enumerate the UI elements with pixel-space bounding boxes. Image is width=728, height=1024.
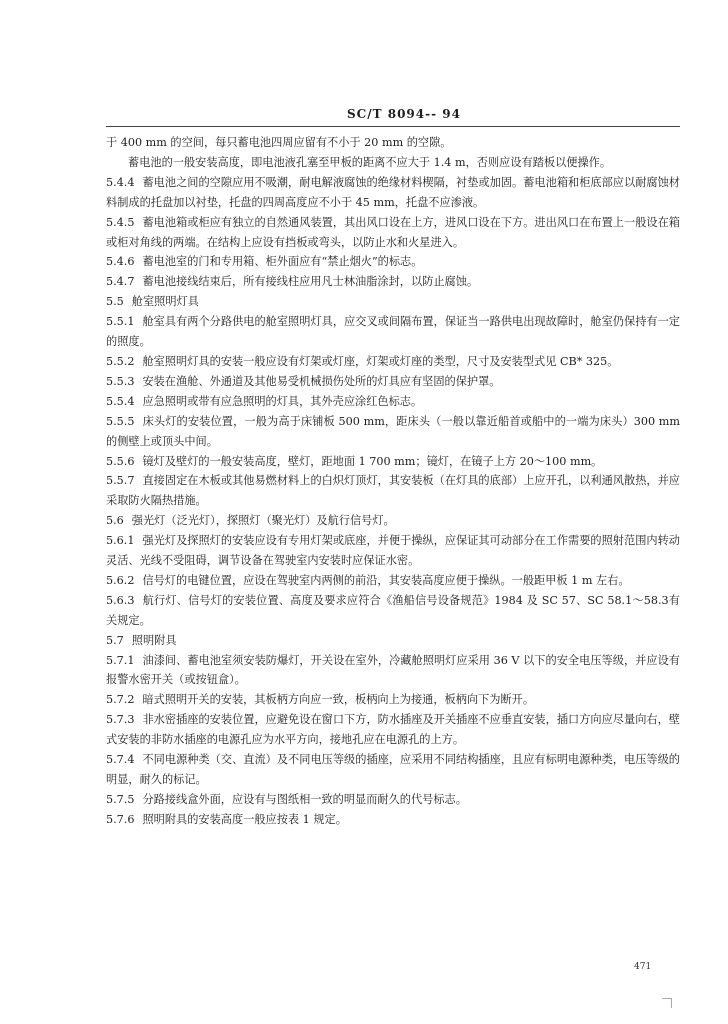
clause-text: 直接固定在木板或其他易燃材料上的白炽灯顶灯，其安装板（在灯具的底部）上应开孔，以利通风散热，并应采取防火隔热措施。	[106, 474, 680, 508]
clause-number: 5.7	[106, 633, 124, 647]
clause-number: 5.5.2	[106, 354, 135, 368]
clause-text: 强光灯（泛光灯），探照灯（聚光灯）及航行信号灯。	[131, 514, 395, 528]
clause-5-5-7	[106, 471, 680, 511]
clause-text: 照明附具	[131, 633, 177, 647]
clause-5-7-1	[106, 651, 680, 691]
clause-number: 5.5.4	[106, 394, 135, 408]
clause-text: 蓄电池之间的空隙应用不吸潮，耐电解液腐蚀的绝缘材料楔隔，衬垫或加固。蓄电池箱和柜底部应以耐腐蚀材料制成的托盘加以衬垫，托盘的四周高度应不小于 45 mm，托盘不应渗液。	[106, 175, 680, 209]
paragraph	[106, 133, 680, 153]
clause-number: 5.7.2	[106, 693, 135, 707]
clause-text: 安装在渔舱、外通道及其他易受机械损伤处所的灯具应有坚固的保护罩。	[142, 374, 501, 388]
clause-text: 非水密插座的安装位置，应避免设在窗口下方，防水插座及开关插座不应垂直安装，插口方向应尽量向右，壁式安装的非防水插座的电源孔应为水平方向，接地孔应在电源孔的上方。	[106, 713, 680, 747]
clause-number: 5.7.5	[106, 792, 135, 806]
clause-5-7-6	[106, 810, 680, 830]
clause-number: 5.5.5	[106, 414, 135, 428]
clause-text: 信号灯的电键位置，应设在驾驶室内两侧的前沿，其安装高度应便于操纵。一般距甲板 1 m 左右。	[142, 573, 630, 587]
clause-text: 应急照明或带有应急照明的灯具，其外壳应涂红色标志。	[142, 394, 423, 408]
clause-5-5-5	[106, 412, 680, 452]
clause-text: 不同电源种类（交、直流）及不同电压等级的插座，应采用不同结构插座，且应有标明电源种类，电压等级的明显，耐久的标记。	[106, 753, 680, 786]
clause-text: 分路接线盒外面，应设有与图纸相一致的明显而耐久的代号标志。	[142, 792, 467, 806]
clause-text: 照明附具的安装高度一般应按表 1 规定。	[142, 812, 347, 826]
clause-5-6	[106, 511, 680, 531]
clause-text: 航行灯、信号灯的安装位置、高度及要求应符合《渔船信号设备规范》1984 及 SC 57、SC 58.1～58.3有关规定。	[106, 593, 680, 627]
body-text	[106, 133, 680, 830]
clause-5-5-4	[106, 392, 680, 412]
clause-text: 蓄电池箱或柜应有独立的自然通风装置，其出风口设在上方，进风口设在下方。进出风口在布置上一般设在箱或柜对角线的两端。在结构上应设有挡板或弯头，以防止水和火星进入。	[106, 215, 680, 249]
clause-5-4-5	[106, 213, 680, 253]
clause-5-5	[106, 292, 680, 312]
clause-text: 舱室照明灯具	[131, 295, 199, 309]
clause-text: 舱室照明灯具的安装一般应设有灯架或灯座，灯架或灯座的类型，尺寸及安装型式见 CB* 325。	[142, 354, 619, 368]
clause-text: 蓄电池接线结束后，所有接线柱应用凡士林油脂涂封，以防止腐蚀。	[142, 275, 479, 289]
clause-number: 5.6.2	[106, 573, 135, 587]
clause-number: 5.4.4	[106, 175, 135, 189]
clause-text: 强光灯及探照灯的安装应设有专用灯架或底座，并便于操纵，应保证其可动部分在工作需要的照射范围内转动灵活、光线不受阻碍，调节设备在驾驶室内安装时应保证水密。	[106, 534, 680, 568]
clause-5-7	[106, 631, 680, 651]
clause-5-5-1	[106, 312, 680, 352]
clause-5-4-6	[106, 252, 680, 272]
paragraph	[106, 153, 680, 173]
clause-number: 5.5.1	[106, 315, 135, 329]
clause-text: 于 400 mm 的空间，每只蓄电池四周应留有不小于 20 mm 的空隙。	[106, 136, 452, 149]
clause-number: 5.4.6	[106, 255, 135, 269]
clause-number: 5.7.6	[106, 812, 135, 826]
clause-number: 5.5.3	[106, 374, 135, 388]
clause-number: 5.4.5	[106, 215, 135, 229]
clause-5-7-5	[106, 790, 680, 810]
page-number: 471	[634, 962, 652, 972]
clause-5-6-1	[106, 531, 680, 571]
clause-5-5-6	[106, 452, 680, 472]
clause-number: 5.6	[106, 514, 124, 528]
clause-5-7-4	[106, 750, 680, 790]
clause-text: 暗式照明开关的安装，其板柄方向应一致，板柄向上为接通，板柄向下为断开。	[142, 693, 535, 707]
clause-5-7-3	[106, 710, 680, 750]
clause-5-7-2	[106, 690, 680, 710]
clause-text: 油漆间、蓄电池室须安装防爆灯，开关设在室外，冷藏舱照明灯应采用 36 V 以下的安全电压等级，并应设有报警水密开关（或按钮盒）。	[106, 653, 680, 687]
clause-text: 舱室具有两个分路供电的舱室照明灯具，应交叉或间隔布置，保证当一路供电出现故障时，舱室仍保持有一定的照度。	[106, 315, 680, 349]
clause-number: 5.5.6	[106, 454, 135, 468]
clause-5-4-7	[106, 272, 680, 292]
clause-5-5-3	[106, 372, 680, 392]
clause-5-6-2	[106, 571, 680, 591]
clause-number: 5.6.1	[106, 534, 135, 548]
clause-text: 蓄电池的一般安装高度，即电池液孔塞至甲板的距离不应大于 1.4 m，否则应设有踏板以便操作。	[128, 155, 612, 169]
clause-text: 镜灯及壁灯的一般安装高度，壁灯，距地面 1 700 mm；镜灯，在镜子上方 20～100 mm。	[142, 454, 603, 468]
clause-text: 床头灯的安装位置，一般为高于床铺板 500 mm，距床头（一般以靠近船首或船中的一端为床头）300 mm 的侧壁上或顶头中间。	[106, 414, 680, 448]
clause-5-5-2	[106, 352, 680, 372]
clause-5-6-3	[106, 591, 680, 631]
clause-number: 5.7.1	[106, 653, 135, 667]
clause-5-4-4	[106, 173, 680, 213]
crop-mark	[662, 998, 672, 1008]
header-rule	[106, 126, 680, 127]
clause-number: 5.5	[106, 295, 124, 309]
clause-number: 5.4.7	[106, 275, 135, 289]
clause-number: 5.6.3	[106, 593, 135, 607]
clause-number: 5.7.3	[106, 713, 135, 727]
clause-number: 5.5.7	[106, 474, 135, 488]
standard-code-header: SC/T 8094-- 94	[347, 107, 461, 121]
clause-number: 5.7.4	[106, 753, 135, 767]
clause-text: 蓄电池室的门和专用箱、柜外面应有“禁止烟火”的标志。	[142, 255, 423, 269]
